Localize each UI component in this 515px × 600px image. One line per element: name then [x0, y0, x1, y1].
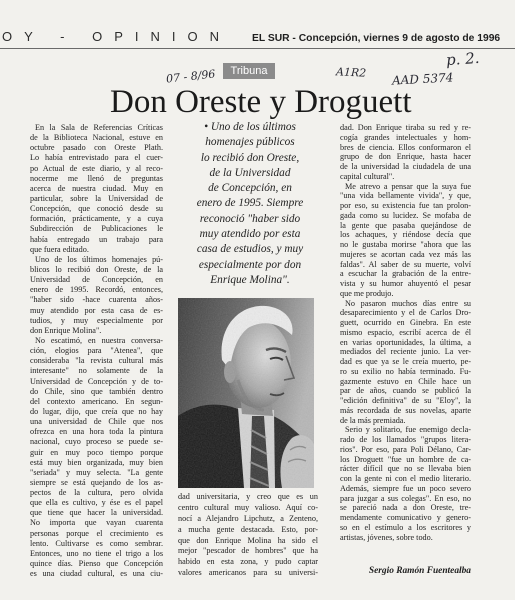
text-line: dad universitaria, y creo que es un [178, 492, 318, 501]
handwritten-page-note: p. 2. [445, 48, 481, 70]
photo-grain [178, 298, 314, 488]
text-line: muy atendido por esta casa de es- [30, 305, 163, 315]
text-line: octubre pasado con Oreste Plath. [30, 143, 163, 153]
text-line: personas porque el crecimiento es [30, 528, 163, 538]
paragraph [340, 299, 471, 426]
text-line: dad. Don Enrique tiraba su red y re- [340, 123, 471, 132]
text-line: acerca de nuestra ciudad. Muy en [30, 183, 163, 193]
text-line: enero de 1995. Recordó, entonces, [30, 285, 163, 295]
text-line: "edición definitiva" de su "Eloy", la [340, 396, 471, 405]
text-line: dad es que ya se le creía muerto, pe- [340, 357, 471, 366]
paragraph [178, 492, 318, 579]
text-line: interesante" no solamente de la [30, 366, 163, 376]
text-line: para juzgar a sus colegas". En eso, no [340, 493, 471, 503]
text-line: una universidad de Chile que nos [30, 417, 163, 427]
text-line: de la más premiada. [340, 415, 406, 425]
text-line: la gente que pasaba quejándose de [340, 220, 471, 230]
text-line: del contexto americano. En segun- [30, 396, 163, 406]
text-line: está muy bien organizada, muy bien [30, 457, 163, 467]
text-line: en varias oportunidades, la última, a [340, 337, 471, 347]
text-line: Universidad de Concepción, en [30, 275, 163, 285]
pull-quote-line: homenajes públicos [205, 136, 295, 149]
text-line: tudios, y muy especialmente por [30, 315, 163, 325]
text-line: Uno de los últimos homenajes pú- [35, 254, 163, 264]
article-column-2 [178, 492, 318, 579]
text-line: ro su exilio no había terminado. Fu- [340, 366, 471, 376]
text-line: que fuera editado. [30, 244, 89, 254]
text-line: ofrezca en una hora toda la pintura [30, 427, 163, 437]
text-line: Además, siempre fue un poco severo [340, 483, 471, 493]
text-line: so en el estímulo a los escritores y [340, 522, 471, 532]
text-line: capital cultural". [340, 171, 395, 181]
text-line: rado de los llamados "grupos litera- [340, 435, 471, 444]
text-line: "seriada" y muy selecta. "La gente [30, 467, 163, 477]
text-line: mujeres se acortan cada vez más las [340, 249, 471, 259]
text-line: No importa que vayan cuarenta [30, 518, 163, 528]
pull-quote-line: enero de 1995. Siempre [196, 197, 304, 210]
author-byline: Sergio Ramón Fuentealba [368, 566, 471, 576]
text-line: había entregado un trabajo para [30, 234, 163, 244]
text-line: nacional, cuyo proceso se puede se- [30, 437, 163, 447]
text-line: don Enrique Molina". [30, 325, 102, 335]
paragraph [30, 336, 163, 579]
pull-quote-line: de la Universidad [209, 166, 291, 179]
text-line: mendamente comunicativo y genero- [340, 513, 471, 522]
text-line: los Droguett "fue un hombre de ca- [340, 454, 471, 464]
text-line: se pareció nada a don Oreste, tre- [340, 503, 471, 513]
text-line: por eso, su existencia fue tan prolon- [340, 201, 471, 210]
paragraph [340, 182, 471, 299]
handwritten-catalog-note: AAD 5374 [391, 70, 454, 88]
text-line: Universidad de Concepción y de to- [30, 376, 163, 386]
text-line: Entonces, uno no tiene el trigo a los [30, 548, 163, 558]
text-line: mediados del reciente junio. La ver- [340, 347, 471, 357]
text-line: que ella es cultivo, y ése es el papel [30, 498, 163, 508]
pull-quote-line: de Concepción, en [208, 182, 292, 195]
text-line: consideraba "la revista cultural más [30, 356, 163, 366]
text-line: ción, elogios para "Atenea", que [30, 346, 163, 356]
pull-quote-line: muy atendido por esta [199, 228, 301, 241]
paragraph [340, 425, 471, 542]
text-line: nocerme me llenó de preguntas [30, 173, 163, 183]
text-line: mismo espacio, escribí acerca de él [340, 327, 471, 337]
text-line: desaparecimiento y el de Carlos Dro- [340, 308, 471, 318]
text-line: guir en muy poco tiempo porque [30, 447, 163, 457]
section-kicker: Tribuna [223, 63, 275, 79]
text-line: blicos lo recibió don Oreste, de la [30, 264, 163, 274]
text-line: más recordada de sus novelas, aparte [340, 405, 471, 415]
text-line: lento. Cultivarse es como sembrar. [30, 538, 163, 548]
text-line: En la Sala de Referencias Críticas [35, 123, 163, 132]
text-line: no le gustaba morirse "ahora que las [340, 240, 471, 249]
text-line: que don Enrique Molina ha sido el [178, 535, 318, 545]
text-line: faldas". Al saber de su muerte, volví [340, 259, 471, 269]
pull-quote-line: lo recibió don Oreste, [200, 151, 300, 164]
header-rule [0, 48, 515, 49]
paragraph [30, 255, 163, 336]
text-line: grupo de don Enrique, hasta hacer [340, 152, 471, 162]
text-line: los achaques, y riéndose decía que [340, 230, 471, 240]
article-column-3 [340, 123, 471, 542]
text-line: pectos de la cultura, pero olvida [30, 488, 163, 498]
pull-quote-line: casa de estudios, y muy [196, 243, 304, 256]
text-line: siempre se está quejando de los as- [30, 477, 163, 487]
text-line: de la Biblioteca Nacional, estuve en [30, 133, 163, 143]
text-line: que me produjo. [340, 288, 394, 298]
text-line: bres de ciencia. Ellos conformaron el [340, 142, 471, 152]
pull-quote-line: especialmente por don [198, 258, 302, 271]
pull-quote-line: • Uno de los últimos [204, 121, 296, 133]
article-title: Don Oreste y Droguett [110, 84, 412, 120]
article-column-1 [30, 123, 163, 579]
text-line: a mucha gente destacada. Esto, por- [178, 524, 318, 534]
text-line: nocí a Alejandro Lipchutz, a Zenteno, [178, 513, 318, 523]
pull-quote [182, 120, 318, 288]
pull-quote-line: Enrique Molina". [210, 273, 290, 286]
portrait-photo [178, 298, 314, 488]
paragraph [30, 123, 163, 255]
text-line: mejor "pescador de hombres" que ha [178, 546, 318, 556]
text-line: Serio y solitario, fue enemigo decla- [345, 425, 471, 435]
text-line: particular, sobre la Universidad de [30, 193, 163, 203]
text-line: a escuchar la grabación de la entre- [340, 269, 471, 279]
text-line: formación, prácticamente, y a cuya [30, 214, 163, 224]
text-line: quince días. Pienso que Concepción [30, 559, 163, 569]
text-line: rácter difícil que no se llevaba bien [340, 464, 471, 474]
paragraph [340, 123, 471, 182]
text-line: Concepción, que conoció desde su [30, 204, 163, 214]
text-line: "haber sido -hace cuarenta años- [30, 295, 163, 305]
handwritten-code-note: A1R2 [335, 65, 367, 80]
text-line: "una vida bellamente vivida", y que, [340, 191, 471, 201]
text-line: artistas, jóvenes, sobre todo. [340, 532, 433, 542]
text-line: valores americanos para su universi- [178, 568, 318, 578]
text-line: No pasaron muchos días entre su [345, 298, 471, 308]
section-heading: OY - OPINION [2, 29, 231, 44]
text-line: Me atrevo a pensar que la suya fue [345, 181, 471, 191]
text-line: de la universidad la ciudadela de una [340, 162, 471, 171]
text-line: do lugar, dijo, que creía que no hay [30, 406, 163, 416]
text-line: con la gente ni con el medio literario. [340, 474, 471, 483]
text-line: gada como su lucidez. Se mofaba de [340, 210, 471, 220]
text-line: habido en esta zona, y pudo captar [178, 557, 318, 567]
text-line: que tiene que hacer la universidad. [30, 508, 163, 518]
text-line: es una ciudad cultural, es una ciu- [30, 569, 163, 579]
text-line: rios". Por eso, para Poli Délano, Car- [340, 444, 471, 454]
text-line: po Actual de este diario, y al reco- [30, 163, 163, 173]
text-line: Lo había entrevistado para el cuer- [30, 153, 163, 163]
handwritten-date-note: 07 - 8/96 [165, 67, 216, 86]
text-line: guett, ocurrido en Ginebra. En este [340, 318, 471, 327]
text-line: do Chile, sino que también dentro [30, 386, 163, 396]
text-line: vista y su humor ahuyentó el pesar [340, 279, 471, 288]
text-line: Subdirección de Publicaciones le [30, 224, 163, 234]
text-line: cogía grandes intelectuales y hom- [340, 132, 471, 142]
pull-quote-line: reconoció "haber sido [199, 212, 301, 225]
text-line: No escatimó, en nuestra conversa- [35, 335, 163, 345]
text-line: gazmente estuvo en Chile hace un [340, 376, 471, 386]
text-line: par de años, cuando se publicó la [340, 386, 471, 396]
text-line: centro cultural muy valioso. Aquí co- [178, 502, 318, 512]
publication-dateline: EL SUR - Concepción, viernes 9 de agosto de 1996 [252, 33, 501, 44]
